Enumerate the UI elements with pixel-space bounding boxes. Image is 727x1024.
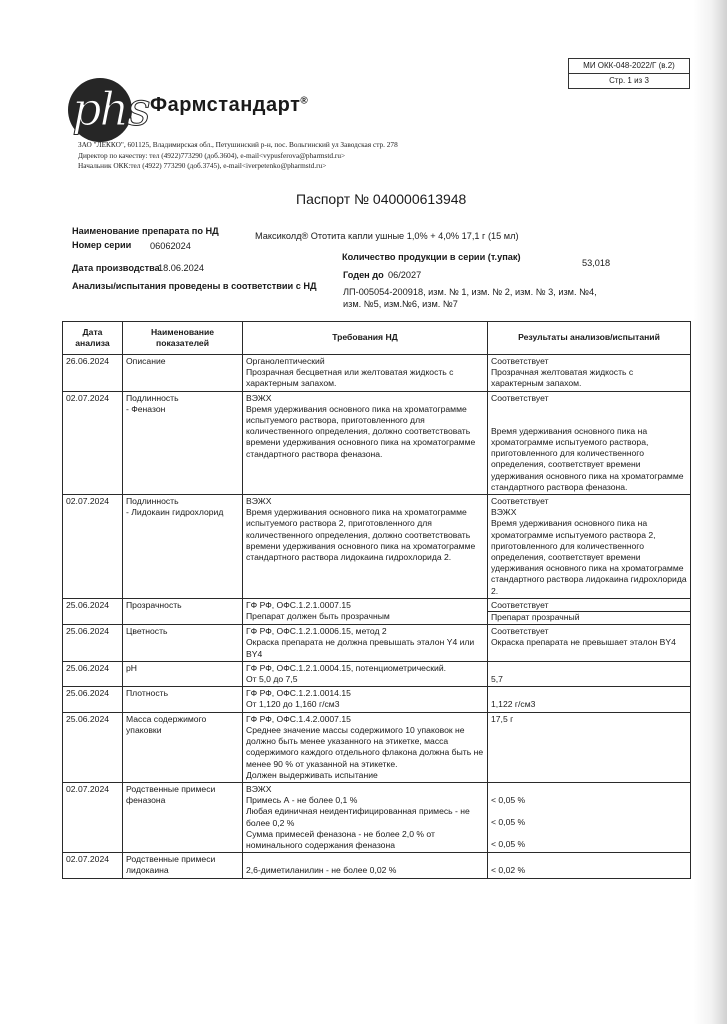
row-indicator: pH	[123, 661, 243, 686]
table-row	[63, 661, 691, 686]
row-indicator: Подлинность - Лидокаин гидрохлорид	[123, 495, 243, 599]
nd-reference-line1: ЛП-005054-200918, изм. № 1, изм. № 2, изм. № 3, изм. №4,	[343, 287, 597, 297]
row-date: 26.06.2024	[63, 355, 123, 392]
req-method: Органолептический	[246, 356, 325, 366]
res-verdict: Соответствует	[491, 356, 549, 366]
row-date: 02.07.2024	[63, 391, 123, 494]
row-requirements	[243, 782, 488, 852]
res-text: Время удерживания основного пика на хроматограмме испытуемого раствора, приготовленного для количественного определения, соответствует времени удерживания основного пика на хроматограмме стандартного раствора феназона.	[491, 425, 684, 492]
res-value: 5,7	[491, 673, 503, 684]
row-requirements	[243, 391, 488, 494]
table-row	[63, 495, 691, 599]
req-single-impurity: Любая единичная неидентифицированная примесь - не более 0,2 %	[246, 806, 470, 828]
row-results	[488, 661, 691, 686]
req-text: Время удерживания основного пика на хроматограмме испытуемого раствора 2, приготовленного для количественного определения, должно соответствовать времени удерживания основного пика на хроматограмме стандартного раствора лидокаина гидрохлорида 2.	[246, 507, 476, 563]
req-text: Среднее значение массы содержимого 10 упаковок не должно быть менее указанного на этикетке, масса содержимого каждого отдельного флакона должна быть не менее 90 % от указанной на этикетке.	[246, 724, 484, 769]
res-dimethylaniline: < 0,02 %	[491, 865, 526, 876]
document-code: МИ ОКК-048-2022/Г (в.2)	[569, 59, 689, 74]
page-number: Стр. 1 из 3	[609, 76, 649, 85]
req-impurity-a: Примесь А - не более 0,1 %	[246, 795, 358, 806]
res-text: Время удерживания основного пика на хроматограмме испытуемого раствора 2, приготовленного для количественного определения, соответствует времени удерживания основного пика на хроматограмме стандартного раствора лидокаина гидрохлорида 2.	[491, 518, 687, 596]
res-verdict: Соответствует	[491, 392, 549, 403]
row-indicator: Родственные примеси феназона	[123, 782, 243, 852]
req-conclusion: Должен выдерживать испытание	[246, 769, 378, 780]
table-row	[63, 782, 691, 852]
req-method: ГФ РФ, ОФС.1.4.2.0007.15	[246, 713, 351, 724]
table-header-row	[63, 322, 691, 355]
nd-reference-line2: изм. №5, изм.№6, изм. №7	[343, 299, 458, 309]
req-text: От 1,120 до 1,160 г/см3	[246, 699, 340, 710]
row-indicator: Масса содержимого упаковки	[123, 712, 243, 782]
req-method: ГФ РФ, ОФС.1.2.1.0014.15	[246, 688, 351, 699]
res-sum-impurities: < 0,05 %	[491, 839, 526, 850]
table-row	[63, 625, 691, 662]
header-indicator: Наименование показателей	[123, 322, 243, 355]
req-text: Прозрачная бесцветная или желтоватая жидкость с характерным запахом.	[246, 367, 454, 389]
logo-brand-text: Фармстандарт	[150, 94, 301, 116]
table-row	[63, 712, 691, 782]
table-row	[63, 853, 691, 878]
req-method: ГФ РФ, ОФС.1.2.1.0004.15, потенциометрический.	[246, 662, 447, 673]
series-label: Номер серии	[72, 240, 132, 250]
quantity-label: Количество продукции в серии (т.упак)	[342, 252, 521, 262]
res-impurity-a: < 0,05 %	[491, 794, 526, 805]
req-method: ВЭЖХ	[246, 392, 272, 403]
req-method: ВЭЖХ	[246, 496, 272, 507]
logo-brand	[150, 94, 308, 117]
quantity-value: 53,018	[582, 258, 611, 268]
req-method: ГФ РФ, ОФС.1.2.1.0006.15, метод 2	[246, 626, 387, 637]
product-name-label: Наименование препарата по НД	[72, 226, 219, 236]
row-requirements	[243, 495, 488, 599]
res-value: 17,5 г	[491, 713, 514, 724]
header-results: Результаты анализов/испытаний	[488, 322, 691, 355]
scan-shadow-edge	[693, 0, 727, 1024]
logo-mark: phs	[72, 82, 149, 136]
okk-head-contact: Начальник ОКК:тел (4922) 773290 (доб.3745), e-mail<iverpetenko@pharmstd.ru>	[78, 161, 327, 171]
res-verdict: Соответствует	[491, 496, 549, 507]
row-indicator: Цветность	[123, 625, 243, 662]
passport-title: Паспорт № 040000613948	[296, 191, 467, 207]
series-value: 06062024	[150, 241, 191, 251]
res-verdict: Соответствует	[491, 599, 549, 610]
row-requirements	[243, 661, 488, 686]
expiry-value: 06/2027	[388, 270, 422, 280]
row-date: 02.07.2024	[63, 495, 123, 599]
quality-director-contact: Директор по качеству: тел (4922)773290 (доб.3604), e-mail<vypusferova@pharmstd.ru>	[78, 150, 346, 160]
row-requirements	[243, 853, 488, 878]
company-address	[78, 140, 398, 172]
row-date: 25.06.2024	[63, 661, 123, 686]
req-text: Время удерживания основного пика на хроматограмме испытуемого раствора, приготовленного для количественного определения, должно соответствовать времени удерживания основного пика на хроматограмме стандартного раствора феназона.	[246, 403, 476, 459]
row-date: 02.07.2024	[63, 782, 123, 852]
row-date: 25.06.2024	[63, 625, 123, 662]
req-dimethylaniline: 2,6-диметиланилин - не более 0,02 %	[246, 865, 397, 876]
row-requirements	[243, 687, 488, 712]
row-results	[488, 391, 691, 494]
row-indicator: Плотность	[123, 687, 243, 712]
req-text: От 5,0 до 7,5	[246, 674, 298, 685]
row-indicator: Родственные примеси лидокаина	[123, 853, 243, 878]
table-row	[63, 391, 691, 494]
table-row	[63, 355, 691, 392]
row-results	[488, 853, 691, 878]
product-name-value: Максиколд® Ототита капли ушные 1,0% + 4,0% 17,1 г (15 мл)	[255, 231, 519, 241]
res-text: Препарат прозрачный	[488, 611, 690, 623]
row-results	[488, 687, 691, 712]
row-indicator: Описание	[123, 355, 243, 392]
row-results	[488, 598, 691, 624]
req-text: Окраска препарата не должна превышать эталон Y4 или BY4	[246, 637, 475, 659]
row-date: 25.06.2024	[63, 598, 123, 624]
row-requirements	[243, 625, 488, 662]
res-verdict: Соответствует	[491, 626, 549, 637]
row-results	[488, 625, 691, 662]
row-indicator: Подлинность - Феназон	[123, 391, 243, 494]
address-line: ЗАО "ЛЕККО", 601125, Владимирская обл., Петушинский р-н, пос. Вольгинский ул Заводская стр. 278	[78, 140, 398, 149]
row-date: 02.07.2024	[63, 853, 123, 878]
header-requirements: Требования НД	[243, 322, 488, 355]
table-row	[63, 687, 691, 712]
row-date: 25.06.2024	[63, 687, 123, 712]
row-indicator: Прозрачность	[123, 598, 243, 624]
req-text: Препарат должен быть прозрачным	[246, 611, 390, 622]
row-results	[488, 495, 691, 599]
res-text: Окраска препарата не превышает эталон BY4	[491, 637, 676, 648]
expiry-label: Годен до	[343, 270, 384, 280]
row-date: 25.06.2024	[63, 712, 123, 782]
res-single-impurity: < 0,05 %	[491, 817, 526, 828]
row-results	[488, 712, 691, 782]
header-date: Дата анализа	[63, 322, 123, 355]
res-method: ВЭЖХ	[491, 507, 517, 518]
production-date-value: 18.06.2024	[158, 263, 204, 273]
document-reference-box	[568, 58, 690, 89]
row-results	[488, 355, 691, 392]
row-results	[488, 782, 691, 852]
registered-mark: ®	[300, 95, 309, 107]
req-method: ВЭЖХ	[246, 783, 272, 794]
row-requirements	[243, 712, 488, 782]
table-row	[63, 598, 691, 624]
production-date-label: Дата производства	[72, 263, 160, 273]
res-value: 1,122 г/см3	[491, 699, 536, 710]
res-text: Прозрачная желтоватая жидкость с характерным запахом.	[491, 367, 634, 389]
req-method: ГФ РФ, ОФС.1.2.1.0007.15	[246, 599, 351, 610]
row-requirements	[243, 598, 488, 624]
analysis-table	[62, 321, 691, 879]
row-requirements	[243, 355, 488, 392]
tests-label: Анализы/испытания проведены в соответствии с НД	[72, 281, 317, 291]
req-sum-impurities: Сумма примесей феназона - не более 2,0 % от номинального содержания феназона	[246, 828, 435, 850]
